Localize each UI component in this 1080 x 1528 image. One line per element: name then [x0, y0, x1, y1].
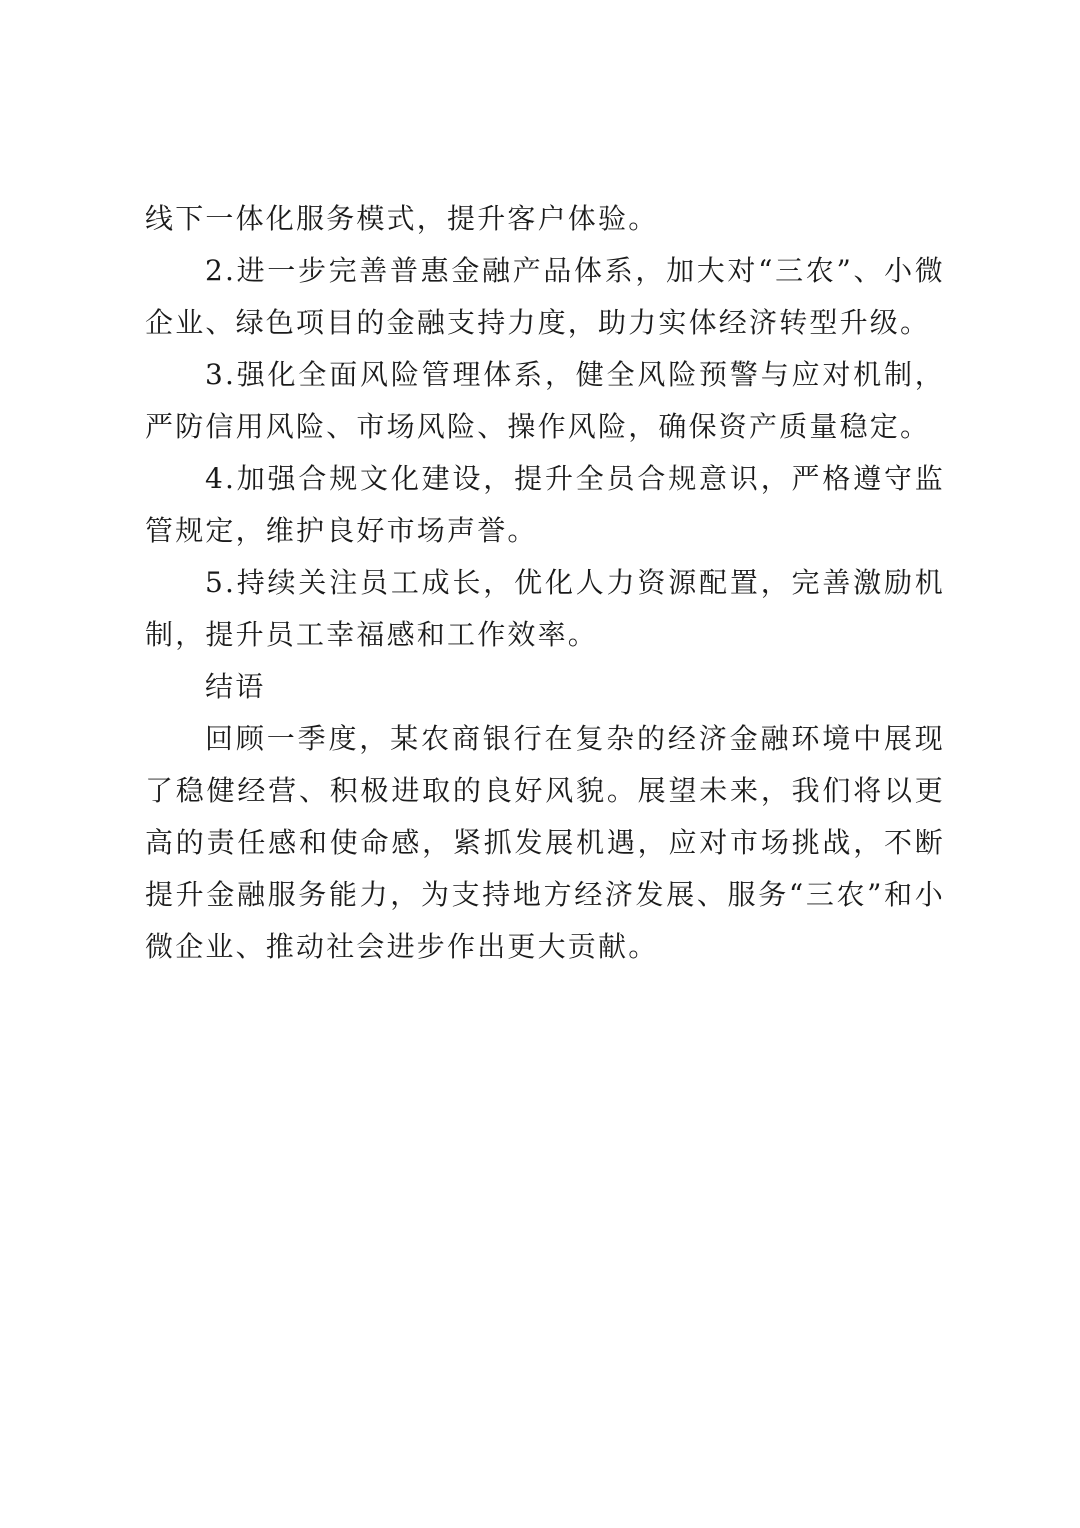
- section-heading-conclusion: 结语: [205, 670, 266, 703]
- paragraph-item-5: 5.持续关注员工成长，优化人力资源配置，完善激励机制，提升员工幸福感和工作效率。: [145, 566, 945, 651]
- paragraph-item-3: 3.强化全面风险管理体系，健全风险预警与应对机制，严防信用风险、市场风险、操作风险，确保资产质量稳定。: [145, 358, 945, 443]
- paragraph-item-4: 4.加强合规文化建设，提升全员合规意识，严格遵守监管规定，维护良好市场声誉。: [145, 462, 945, 547]
- paragraph-continuation: 线下一体化服务模式，提升客户体验。: [145, 202, 659, 235]
- paragraph-conclusion: 回顾一季度，某农商银行在复杂的经济金融环境中展现了稳健经营、积极进取的良好风貌。展望未来，我们将以更高的责任感和使命感，紧抓发展机遇，应对市场挑战，不断提升金融服务能力，为支持地方经济发展、服务“三农”和小微企业、推动社会进步作出更大贡献。: [145, 722, 945, 963]
- document-body: [145, 193, 945, 973]
- paragraph-item-2: 2.进一步完善普惠金融产品体系，加大对“三农”、小微企业、绿色项目的金融支持力度，助力实体经济转型升级。: [145, 254, 945, 339]
